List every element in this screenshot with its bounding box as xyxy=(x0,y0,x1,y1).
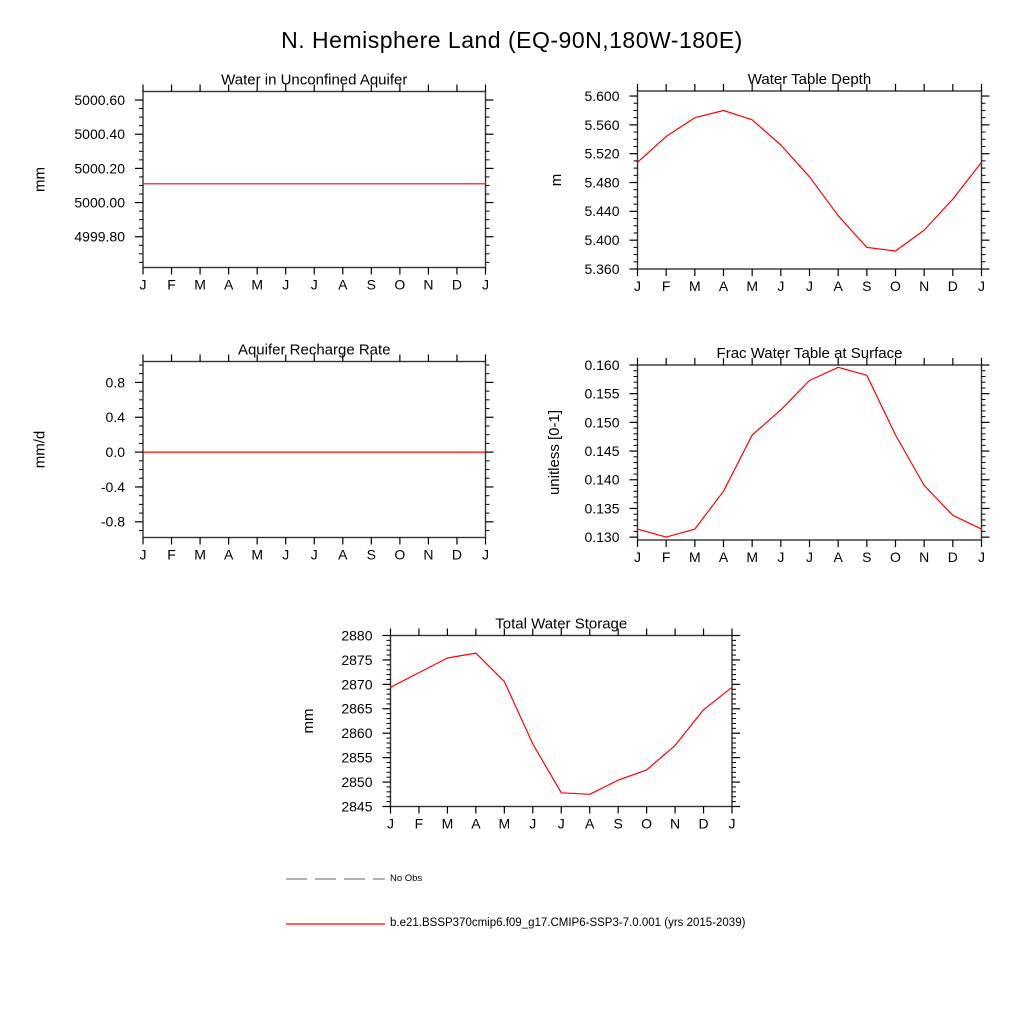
month-label: A xyxy=(833,278,843,294)
month-label: M xyxy=(251,276,264,293)
month-label: J xyxy=(806,549,813,565)
chart-frac_water_table_at_surface xyxy=(546,345,990,565)
y-tick-label: 5.560 xyxy=(584,116,620,133)
chart-title: Water in Unconfined Aquifer xyxy=(221,71,408,89)
month-label: A xyxy=(223,276,234,293)
y-tick-label: 5000.60 xyxy=(74,91,125,108)
y-tick-label: 0.160 xyxy=(584,356,620,373)
month-label: J xyxy=(728,815,736,832)
y-tick-label: 0.4 xyxy=(105,409,125,426)
plot-frame xyxy=(638,365,982,540)
month-label: N xyxy=(670,815,681,832)
month-label: M xyxy=(498,815,511,832)
y-axis-label: mm/d xyxy=(31,430,49,469)
month-label: J xyxy=(529,815,537,832)
month-label: D xyxy=(451,546,463,563)
legend-label-no-obs: No Obs xyxy=(390,873,423,884)
month-label: J xyxy=(978,278,985,294)
y-tick-label: 0.8 xyxy=(105,374,125,391)
legend-label-model-run: b.e21.BSSP370cmip6.f09_g17.CMIP6-SSP3-7.0.001 (yrs 2015-2039) xyxy=(390,917,746,929)
month-label: M xyxy=(251,546,264,563)
chart-water_unconfined_aquifer xyxy=(31,72,493,293)
y-tick-label: 5.480 xyxy=(584,174,620,191)
y-tick-label: 2865 xyxy=(341,700,373,717)
month-label: J xyxy=(777,549,785,565)
y-tick-label: 5.440 xyxy=(584,203,620,220)
month-label: M xyxy=(688,278,701,294)
y-tick-label: -0.8 xyxy=(100,513,125,530)
chart-title: Total Water Storage xyxy=(495,615,628,633)
month-label: J xyxy=(482,546,489,563)
y-axis-label: unitless [0-1] xyxy=(545,409,563,496)
month-label: A xyxy=(223,546,234,563)
chart-title: Water Table Depth xyxy=(747,71,872,88)
y-tick-label: 2845 xyxy=(341,798,373,815)
month-label: M xyxy=(441,815,454,832)
month-label: S xyxy=(366,276,377,293)
month-label: J xyxy=(482,276,489,293)
month-label: F xyxy=(661,549,671,565)
y-tick-label: 2870 xyxy=(341,676,373,693)
month-label: N xyxy=(919,549,930,565)
plot-frame xyxy=(143,362,486,538)
month-label: J xyxy=(282,276,290,293)
y-tick-label: 0.150 xyxy=(584,414,620,431)
month-label: M xyxy=(746,549,759,565)
month-label: O xyxy=(394,546,406,563)
month-label: J xyxy=(978,549,985,565)
month-label: M xyxy=(194,546,206,563)
month-label: A xyxy=(833,549,843,565)
month-label: N xyxy=(423,276,434,293)
y-tick-label: 5.400 xyxy=(584,232,620,249)
month-label: J xyxy=(310,276,318,293)
y-tick-label: 2860 xyxy=(341,725,373,742)
series-line xyxy=(391,653,733,794)
month-label: S xyxy=(366,546,377,563)
y-tick-label: 2850 xyxy=(341,773,373,790)
month-label: A xyxy=(585,815,595,832)
chart-title: Aquifer Recharge Rate xyxy=(237,341,391,359)
y-tick-label: 2875 xyxy=(341,651,373,668)
month-label: A xyxy=(471,815,481,832)
month-label: O xyxy=(890,278,901,294)
y-tick-label: 2855 xyxy=(341,749,373,766)
y-tick-label: 5000.20 xyxy=(74,160,125,177)
page-title: N. Hemisphere Land (EQ-90N,180W-180E) xyxy=(281,27,743,53)
month-label: M xyxy=(746,278,759,294)
y-tick-label: 0.140 xyxy=(584,471,620,488)
month-label: A xyxy=(718,278,729,294)
month-label: M xyxy=(194,276,206,293)
month-label: F xyxy=(167,546,176,563)
month-label: S xyxy=(862,549,872,565)
chart-total_water_storage xyxy=(300,616,740,832)
y-tick-label: 0.135 xyxy=(584,500,620,517)
month-label: D xyxy=(947,549,958,565)
y-axis-label: mm xyxy=(31,167,49,192)
y-tick-label: 5.360 xyxy=(584,260,620,277)
y-tick-label: 0.130 xyxy=(584,529,620,546)
month-label: J xyxy=(387,815,394,832)
series-line xyxy=(638,111,982,252)
month-label: D xyxy=(451,276,463,293)
y-tick-label: 5.520 xyxy=(584,145,620,162)
month-label: D xyxy=(947,278,958,294)
month-label: N xyxy=(919,278,930,294)
y-tick-label: -0.4 xyxy=(100,478,125,495)
y-tick-label: 5000.40 xyxy=(74,126,125,143)
month-label: J xyxy=(139,276,147,293)
chart-aquifer_recharge_rate xyxy=(31,342,493,563)
month-label: A xyxy=(338,546,348,563)
y-tick-label: 2880 xyxy=(341,627,373,644)
y-tick-label: 0.145 xyxy=(584,442,620,459)
y-tick-label: 0.0 xyxy=(105,444,125,461)
month-label: F xyxy=(661,278,671,294)
month-label: M xyxy=(688,549,701,565)
y-tick-label: 5000.00 xyxy=(74,194,125,211)
month-label: J xyxy=(806,278,813,294)
plot-frame xyxy=(638,91,982,269)
month-label: J xyxy=(634,278,641,294)
month-label: J xyxy=(557,815,565,832)
month-label: J xyxy=(777,278,785,294)
month-label: A xyxy=(338,276,348,293)
month-label: S xyxy=(862,278,872,294)
y-tick-label: 5.600 xyxy=(584,87,620,104)
month-label: D xyxy=(698,815,709,832)
y-tick-label: 0.155 xyxy=(584,385,620,402)
y-axis-label: m xyxy=(547,173,565,187)
month-label: J xyxy=(310,546,318,563)
month-label: A xyxy=(718,549,729,565)
chart-water_table_depth xyxy=(548,71,990,294)
month-label: O xyxy=(394,276,406,293)
month-label: O xyxy=(641,815,653,832)
month-label: F xyxy=(167,276,176,293)
plot-frame xyxy=(143,92,486,268)
month-label: N xyxy=(423,546,434,563)
month-label: J xyxy=(634,549,641,565)
month-label: F xyxy=(414,815,424,832)
month-label: S xyxy=(613,815,623,832)
series-line xyxy=(638,367,982,537)
y-axis-label: mm xyxy=(299,708,317,734)
y-tick-label: 4999.80 xyxy=(74,228,125,245)
chart-title: Frac Water Table at Surface xyxy=(716,345,903,362)
month-label: J xyxy=(282,546,290,563)
legend xyxy=(286,879,385,924)
month-label: J xyxy=(139,546,147,563)
month-label: O xyxy=(890,549,901,565)
